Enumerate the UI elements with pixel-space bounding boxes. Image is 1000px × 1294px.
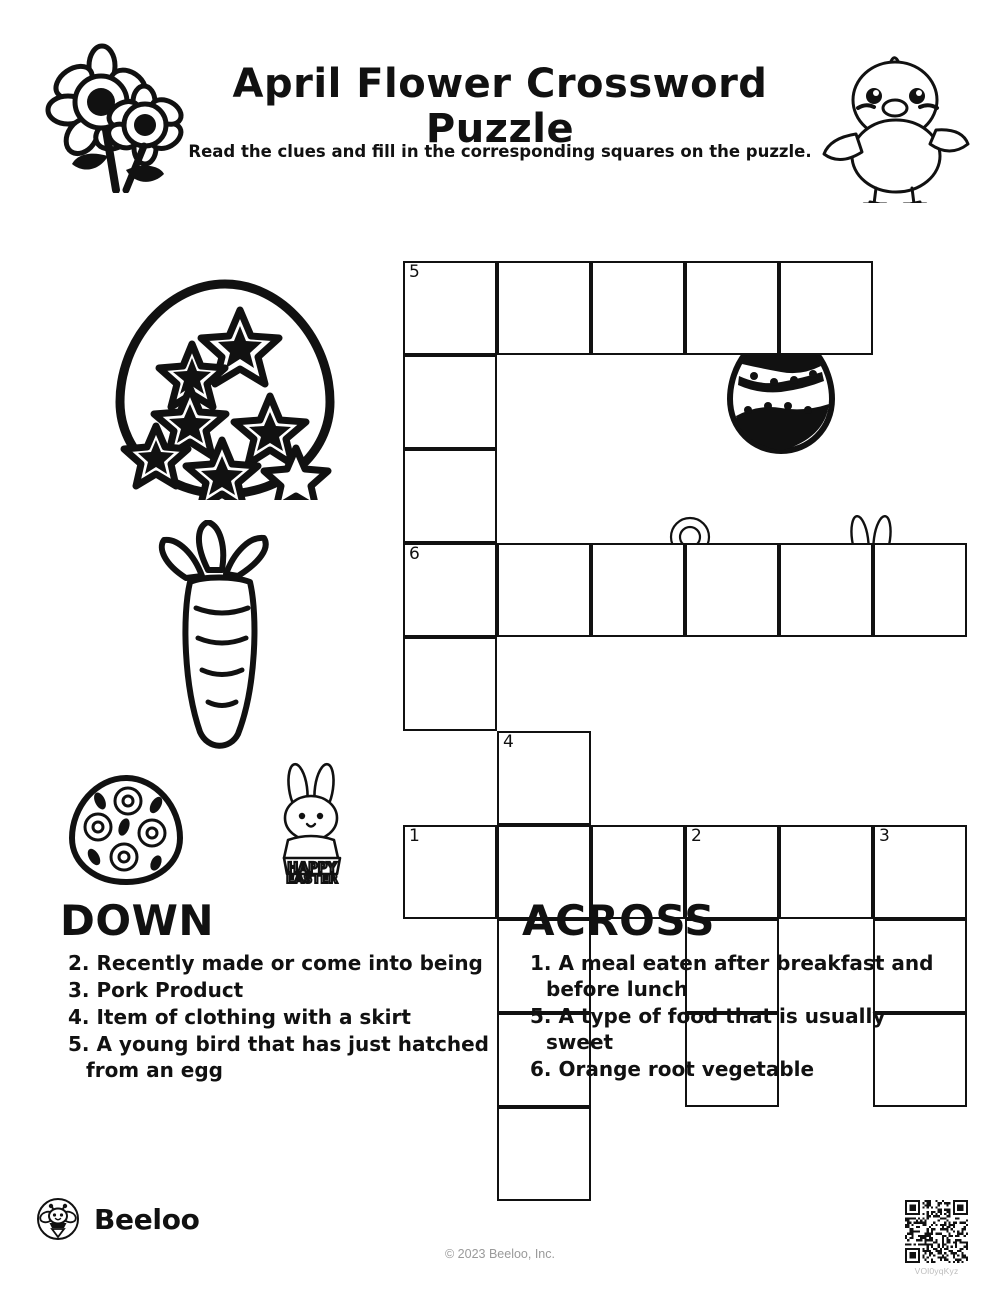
qr-code-icon[interactable]	[905, 1200, 968, 1263]
brand-name: Beeloo	[94, 1202, 200, 1236]
across-clues	[522, 896, 952, 1083]
brand-logo[interactable]	[36, 1197, 200, 1241]
grid-cell-number: 2	[691, 826, 702, 846]
grid-cell[interactable]	[591, 261, 685, 355]
grid-cell[interactable]	[403, 637, 497, 731]
grid-cell[interactable]	[779, 261, 873, 355]
clue-item: 1. A meal eaten after breakfast and before lunch	[530, 951, 934, 1001]
svg-text:HAPPY: HAPPY	[287, 861, 337, 876]
grid-cell[interactable]	[779, 543, 873, 637]
grid-cell[interactable]	[403, 261, 497, 355]
page-title: April Flower Crossword Puzzle	[232, 61, 768, 152]
grid-cell[interactable]	[685, 261, 779, 355]
down-clue-list	[60, 950, 490, 1083]
footer	[0, 1185, 1000, 1294]
svg-text:EASTER: EASTER	[286, 872, 338, 884]
qr-caption: VOl0yqKyz	[914, 1266, 959, 1276]
grid-cell[interactable]	[497, 261, 591, 355]
qr-block[interactable]	[905, 1200, 973, 1276]
grid-cell-number: 1	[409, 826, 420, 846]
bee-logo-icon	[36, 1197, 80, 1241]
grid-cell[interactable]	[403, 543, 497, 637]
clue-item: 4. Item of clothing with a skirt	[68, 1005, 411, 1029]
grid-cell-number: 5	[409, 262, 420, 282]
grid-cell-number: 3	[879, 826, 890, 846]
across-clue-list	[522, 950, 952, 1082]
grid-cell[interactable]	[873, 543, 967, 637]
clue-item: 5. A young bird that has just hatched from an egg	[68, 1032, 489, 1082]
grid-cell[interactable]	[591, 543, 685, 637]
clue-item: 3. Pork Product	[68, 978, 244, 1002]
grid-cell-number: 4	[503, 732, 514, 752]
grid-cell[interactable]	[685, 543, 779, 637]
grid-cell[interactable]	[403, 449, 497, 543]
clue-item: 5. A type of food that is usually sweet	[530, 1004, 886, 1054]
clue-item: 6. Orange root vegetable	[530, 1057, 815, 1081]
copyright-text: © 2023 Beeloo, Inc.	[445, 1247, 555, 1261]
clue-item: 2. Recently made or come into being	[68, 951, 483, 975]
grid-cell-number: 6	[409, 544, 420, 564]
grid-cell[interactable]	[497, 731, 591, 825]
page-subtitle: Read the clues and fill in the corresponding squares on the puzzle.	[188, 142, 812, 161]
clues-section	[0, 896, 1000, 1190]
grid-cell[interactable]	[497, 543, 591, 637]
grid-cell[interactable]	[403, 355, 497, 449]
across-heading: ACROSS	[522, 896, 715, 945]
down-clues	[60, 896, 490, 1084]
down-heading: DOWN	[60, 896, 215, 945]
